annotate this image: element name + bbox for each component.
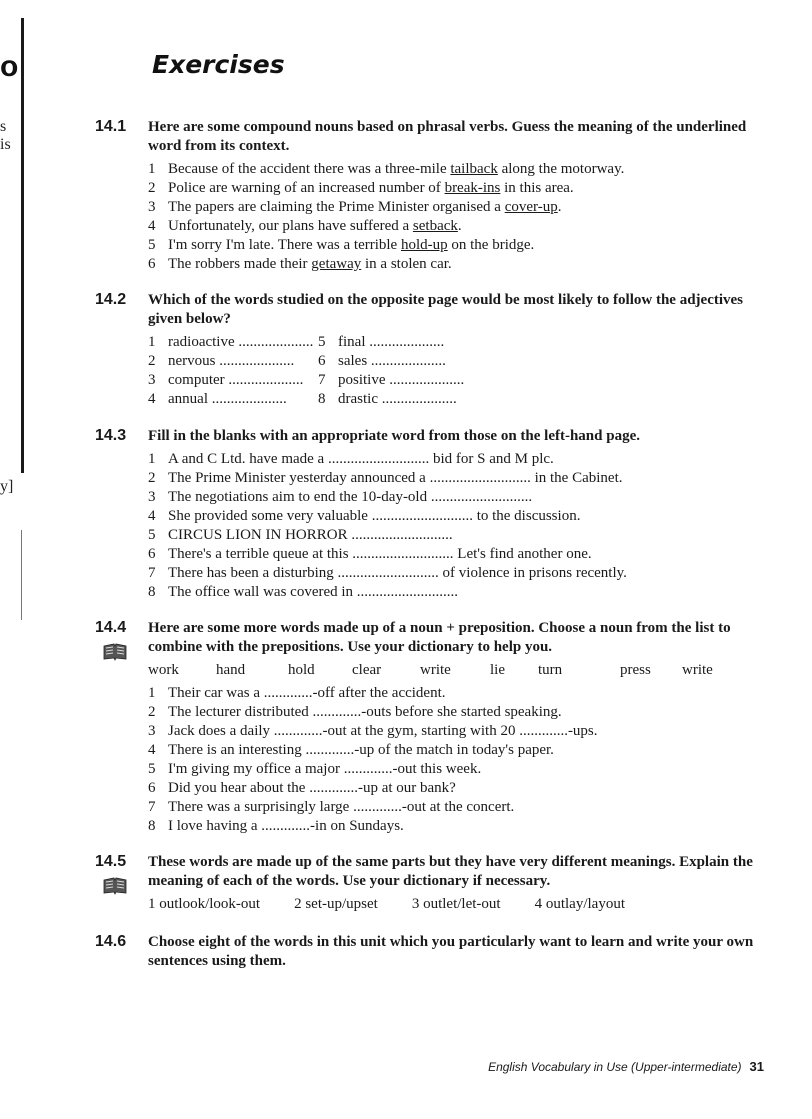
underlined-word: getaway xyxy=(311,256,362,272)
list-item xyxy=(318,352,488,371)
item-text: along the motorway. xyxy=(497,161,625,177)
exercise-instruction: Here are some more words made up of a noun + preposition. Choose a noun from the list to combine with the prepositions. Use your dictionary to help you. xyxy=(148,620,731,655)
facing-page-fragment: y] xyxy=(0,478,14,495)
page-footer xyxy=(488,1059,764,1074)
exercise-14-5 xyxy=(95,853,775,914)
word-option: press xyxy=(620,662,651,678)
item-text: . xyxy=(457,218,462,234)
facing-page-fragment: o xyxy=(0,50,19,83)
list-item xyxy=(148,507,775,526)
item-number: 7 xyxy=(148,565,156,581)
item-text: in a stolen car. xyxy=(361,256,452,272)
word-option: write xyxy=(420,662,451,678)
exercise-items xyxy=(148,450,775,602)
item-number: 3 xyxy=(148,199,156,215)
item-text: in this area. xyxy=(500,180,574,196)
list-item xyxy=(148,352,318,371)
list-item xyxy=(148,798,775,817)
page-gutter-line-lower xyxy=(21,530,22,620)
item-text: CIRCUS LION IN HORROR ........................... xyxy=(168,527,453,543)
word-list xyxy=(148,661,775,680)
item-text: Jack does a daily .............-out at the gym, starting with 20 .............-ups. xyxy=(168,723,598,739)
exercise-items xyxy=(148,333,775,409)
items-right-column xyxy=(318,333,488,409)
dictionary-book-icon xyxy=(103,877,127,895)
list-item xyxy=(148,722,775,741)
item-text: A and C Ltd. have made a ........................... bid for S and M plc. xyxy=(168,451,554,467)
word-option: write xyxy=(682,662,713,678)
item-number: 8 xyxy=(318,391,326,407)
item-number: 7 xyxy=(148,799,156,815)
word-option: turn xyxy=(538,662,563,678)
item-text: final .................... xyxy=(338,334,445,350)
exercise-14-6 xyxy=(95,933,775,975)
item-text: There's a terrible queue at this ........................... Let's find another one. xyxy=(168,546,592,562)
item-text: I'm giving my office a major .............-out this week. xyxy=(168,761,482,777)
list-item xyxy=(148,333,318,352)
item-text: positive .................... xyxy=(338,372,465,388)
item-number: 1 xyxy=(148,334,156,350)
item-number: 2 xyxy=(148,353,156,369)
exercise-instruction: Fill in the blanks with an appropriate word from those on the left-hand page. xyxy=(148,428,640,444)
list-item xyxy=(318,333,488,352)
exercise-instruction: Here are some compound nouns based on phrasal verbs. Guess the meaning of the underlined word from its context. xyxy=(148,119,747,154)
exercise-number: 14.2 xyxy=(95,291,127,308)
item-number: 1 xyxy=(148,451,156,467)
underlined-word: break-ins xyxy=(444,180,501,196)
item-text: There was a surprisingly large .............-out at the concert. xyxy=(168,799,515,815)
list-item xyxy=(318,371,488,390)
item-number: 2 xyxy=(148,470,156,486)
list-item xyxy=(318,390,488,409)
exercise-instruction: These words are made up of the same parts but they have very different meanings. Explain the meaning of each of the words. Use your dictionary if necessary. xyxy=(148,854,753,889)
list-item xyxy=(148,741,775,760)
item-text: The lecturer distributed .............-outs before she started speaking. xyxy=(168,704,562,720)
item-text: drastic .................... xyxy=(338,391,457,407)
list-item xyxy=(148,390,318,409)
item-text: The office wall was covered in ........................... xyxy=(168,584,459,600)
exercise-items xyxy=(148,895,775,914)
dictionary-book-icon xyxy=(103,643,127,661)
item-number: 4 xyxy=(148,218,156,234)
underlined-word: cover-up xyxy=(504,199,558,215)
item-number: 6 xyxy=(148,780,156,796)
item-number: 3 xyxy=(148,372,156,388)
list-item xyxy=(148,760,775,779)
exercise-14-3 xyxy=(95,427,775,602)
page-gutter-line xyxy=(21,18,24,473)
list-item xyxy=(148,450,775,469)
exercise-number: 14.1 xyxy=(95,118,127,135)
item-text: The Prime Minister yesterday announced a ........................... in the Cabinet. xyxy=(168,470,623,486)
item-text: annual .................... xyxy=(168,391,287,407)
exercise-14-1 xyxy=(95,118,775,274)
exercise-number: 14.6 xyxy=(95,933,127,950)
facing-page-fragment: is xyxy=(0,136,11,153)
item-number: 4 xyxy=(148,742,156,758)
list-item: 4 outlay/layout xyxy=(534,896,625,912)
item-text: The negotiations aim to end the 10-day-old ........................... xyxy=(168,489,533,505)
list-item xyxy=(148,371,318,390)
list-item xyxy=(148,779,775,798)
item-number: 7 xyxy=(318,372,326,388)
word-option: lie xyxy=(490,662,505,678)
item-text: on the bridge. xyxy=(447,237,535,253)
underlined-word: tailback xyxy=(450,161,498,177)
exercise-14-2 xyxy=(95,291,775,409)
exercise-number: 14.3 xyxy=(95,427,127,444)
item-number: 5 xyxy=(148,527,156,543)
item-number: 5 xyxy=(318,334,326,350)
list-item: 3 outlet/let-out xyxy=(411,896,501,912)
list-item: 1 outlook/look-out xyxy=(148,896,261,912)
book-title: English Vocabulary in Use (Upper-intermediate) xyxy=(488,1060,742,1074)
item-text: I love having a .............-in on Sundays. xyxy=(168,818,404,834)
list-item xyxy=(148,255,775,274)
list-item xyxy=(148,684,775,703)
item-text: Unfortunately, our plans have suffered a xyxy=(168,218,413,234)
word-option: hand xyxy=(216,662,246,678)
word-option: hold xyxy=(288,662,315,678)
item-text: I'm sorry I'm late. There was a terrible xyxy=(168,237,401,253)
item-number: 8 xyxy=(148,584,156,600)
item-text: There has been a disturbing ........................... of violence in prisons recently. xyxy=(168,565,627,581)
items-left-column xyxy=(148,333,318,409)
item-number: 8 xyxy=(148,818,156,834)
list-item xyxy=(148,160,775,179)
item-text: Police are warning of an increased number of xyxy=(168,180,445,196)
item-text: Did you hear about the .............-up at our bank? xyxy=(168,780,456,796)
underlined-word: hold-up xyxy=(400,237,448,253)
item-number: 1 xyxy=(148,685,156,701)
item-number: 3 xyxy=(148,723,156,739)
item-text: . xyxy=(557,199,562,215)
list-item xyxy=(148,179,775,198)
item-number: 4 xyxy=(148,508,156,524)
item-text: She provided some very valuable ........................... to the discussion. xyxy=(168,508,581,524)
item-text: Because of the accident there was a three-mile xyxy=(168,161,451,177)
list-item xyxy=(148,564,775,583)
item-number: 2 xyxy=(148,704,156,720)
word-option: work xyxy=(148,662,179,678)
list-item xyxy=(148,217,775,236)
item-text: The papers are claiming the Prime Minister organised a xyxy=(168,199,505,215)
list-item: 2 set-up/upset xyxy=(294,896,378,912)
exercise-items xyxy=(148,684,775,836)
list-item xyxy=(148,817,775,836)
item-number: 3 xyxy=(148,489,156,505)
item-number: 1 xyxy=(148,161,156,177)
item-text: nervous .................... xyxy=(168,353,295,369)
item-text: The robbers made their xyxy=(168,256,312,272)
item-text: sales .................... xyxy=(338,353,446,369)
list-item xyxy=(148,488,775,507)
exercise-14-4 xyxy=(95,619,775,836)
list-item xyxy=(148,583,775,602)
exercise-items xyxy=(148,160,775,274)
word-option: clear xyxy=(352,662,382,678)
list-item xyxy=(148,236,775,255)
item-text: There is an interesting .............-up of the match in today's paper. xyxy=(168,742,554,758)
page-number: 31 xyxy=(749,1059,764,1074)
exercise-number: 14.4 xyxy=(95,619,127,636)
list-item xyxy=(148,469,775,488)
exercise-instruction: Choose eight of the words in this unit which you particularly want to learn and write your own sentences using them. xyxy=(148,934,754,969)
exercise-instruction: Which of the words studied on the opposite page would be most likely to follow the adjectives given below? xyxy=(148,292,744,327)
underlined-word: setback xyxy=(412,218,458,234)
page-title: Exercises xyxy=(152,50,285,79)
list-item xyxy=(148,526,775,545)
item-text: Their car was a .............-off after the accident. xyxy=(168,685,446,701)
item-number: 6 xyxy=(148,546,156,562)
item-number: 5 xyxy=(148,237,156,253)
exercise-number: 14.5 xyxy=(95,853,127,870)
item-text: radioactive .................... xyxy=(168,334,314,350)
item-text: computer .................... xyxy=(168,372,304,388)
item-number: 6 xyxy=(318,353,326,369)
item-number: 4 xyxy=(148,391,156,407)
list-item xyxy=(148,198,775,217)
list-item xyxy=(148,545,775,564)
list-item xyxy=(148,703,775,722)
facing-page-fragment: s xyxy=(0,118,7,135)
item-number: 5 xyxy=(148,761,156,777)
item-number: 2 xyxy=(148,180,156,196)
item-number: 6 xyxy=(148,256,156,272)
